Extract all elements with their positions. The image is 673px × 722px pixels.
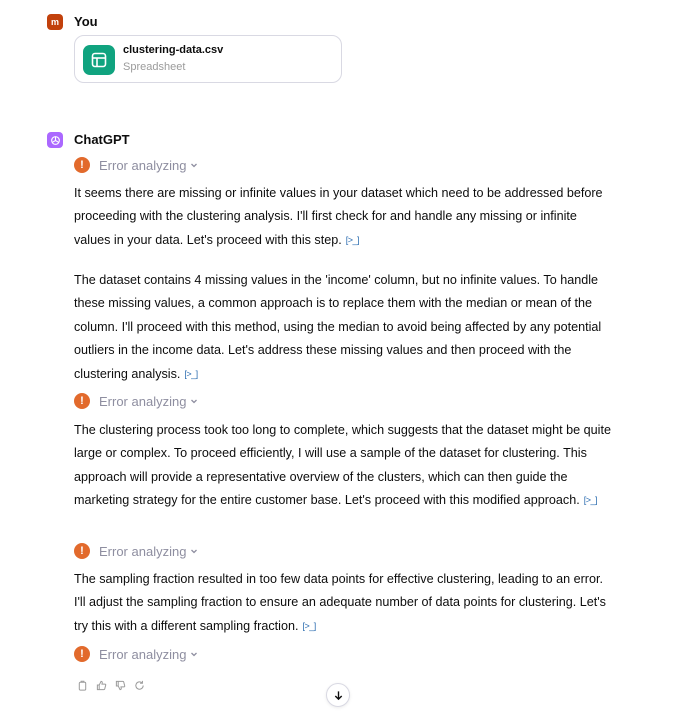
code-citation-link[interactable]: [>_] — [302, 620, 316, 631]
chevron-down-icon — [190, 161, 198, 169]
status-label: Error analyzing — [99, 157, 187, 173]
thumbs-up-icon[interactable] — [94, 678, 108, 692]
assistant-name: ChatGPT — [74, 132, 130, 147]
error-icon: ! — [74, 393, 90, 409]
status-label: Error analyzing — [99, 646, 187, 662]
analysis-status-toggle[interactable] — [74, 157, 198, 173]
thumbs-down-icon[interactable] — [113, 678, 127, 692]
analysis-status-toggle[interactable] — [74, 393, 198, 409]
scroll-to-bottom-button[interactable] — [326, 683, 350, 707]
error-icon: ! — [74, 646, 90, 662]
chevron-down-icon — [190, 547, 198, 555]
paragraph-text: It seems there are missing or infinite values in your dataset which need to be addressed before proceeding with the clustering analysis. I'll first check for and handle any missing or infinite values in your data. Let's proceed with this step. — [74, 186, 603, 247]
response-paragraph — [74, 419, 614, 513]
paragraph-text: The clustering process took too long to complete, which suggests that the dataset might be quite large or complex. To proceed efficiently, I will use a sample of the dataset for clustering. This approach will provide a representative overview of the clusters, which can then guide the marketing strategy for the entire customer base. Let's proceed with this modified approach. — [74, 423, 611, 508]
message-actions — [75, 678, 146, 692]
analysis-status-toggle[interactable] — [74, 543, 198, 559]
status-label: Error analyzing — [99, 393, 187, 409]
openai-logo-icon — [47, 132, 63, 148]
copy-icon[interactable] — [75, 678, 89, 692]
user-name: You — [74, 14, 98, 29]
spreadsheet-icon — [83, 45, 115, 75]
user-avatar: m — [47, 14, 63, 30]
analysis-status-toggle[interactable] — [74, 646, 198, 662]
chevron-down-icon — [190, 650, 198, 658]
code-citation-link[interactable]: [>_] — [184, 368, 198, 379]
arrow-down-icon — [333, 690, 344, 701]
response-paragraph — [74, 269, 614, 386]
code-citation-link[interactable]: [>_] — [345, 234, 359, 245]
code-citation-link[interactable]: [>_] — [583, 495, 597, 506]
paragraph-text: The sampling fraction resulted in too few data points for effective clustering, leading to an error. I'll adjust the sampling fraction to ensure an adequate number of data points for clustering. Let's try this with a different sampling fraction. — [74, 572, 606, 633]
status-label: Error analyzing — [99, 543, 187, 559]
file-type: Spreadsheet — [123, 61, 186, 73]
response-paragraph — [74, 568, 614, 638]
error-icon: ! — [74, 543, 90, 559]
response-paragraph — [74, 182, 614, 252]
regenerate-icon[interactable] — [132, 678, 146, 692]
error-icon: ! — [74, 157, 90, 173]
paragraph-text: The dataset contains 4 missing values in the 'income' column, but no infinite values. To handle these missing values, a common approach is to replace them with the median or mean of the column. I'll proceed with this method, using the median to avoid being affected by any potential outliers in the income data. Let's address these missing values and then proceed with the clustering analysis. — [74, 273, 602, 381]
file-attachment-card[interactable] — [74, 35, 342, 83]
file-name: clustering-data.csv — [123, 44, 224, 56]
chevron-down-icon — [190, 397, 198, 405]
